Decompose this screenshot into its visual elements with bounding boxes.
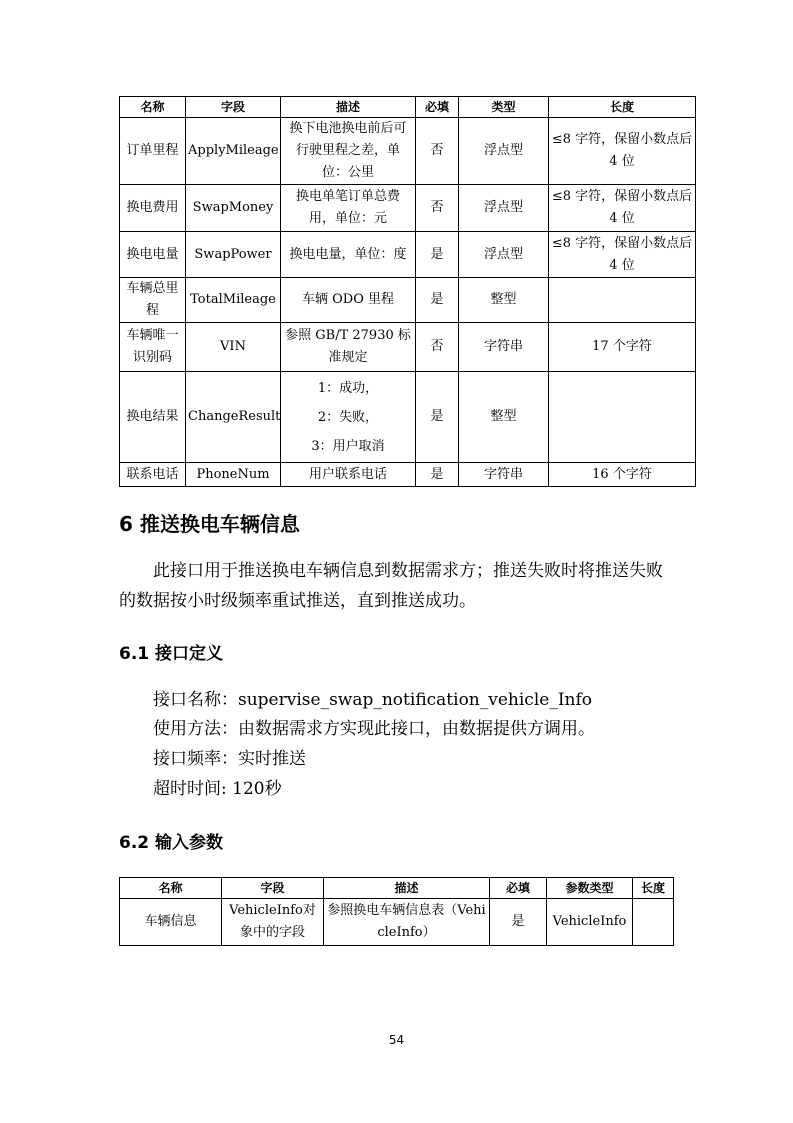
table-row	[120, 463, 696, 487]
field-table	[119, 96, 696, 487]
cell-length: 16 个字符	[549, 463, 696, 487]
header-name: 名称	[120, 97, 186, 118]
cell-length	[549, 372, 696, 463]
cell-length	[633, 899, 674, 946]
cell-desc	[281, 323, 416, 372]
table-header-row	[120, 97, 696, 118]
cell-type: 浮点型	[459, 232, 549, 278]
cell-field: SwapMoney	[186, 185, 281, 232]
desc-line: 准规定	[328, 350, 368, 365]
cell-required: 否	[416, 185, 459, 232]
cell-type: 整型	[459, 278, 549, 323]
desc-line: 用户联系电话	[308, 466, 387, 482]
frequency-line: 接口频率：实时推送	[153, 749, 306, 769]
cell-type: 浮点型	[459, 185, 549, 232]
cell-name: 车辆总里程	[120, 278, 186, 323]
cell-length	[549, 232, 696, 278]
length-line: 4 位	[609, 154, 635, 169]
cell-desc	[281, 463, 416, 487]
header-param-type: 参数类型	[547, 878, 633, 899]
table-row	[120, 323, 696, 372]
table-row	[120, 118, 696, 185]
cell-required: 否	[416, 118, 459, 185]
header-length: 长度	[549, 97, 696, 118]
table-row	[120, 899, 674, 946]
input-params-table	[119, 877, 674, 946]
section-6-heading: 6 推送换电车辆信息	[119, 512, 300, 536]
table-row	[120, 232, 696, 278]
cell-name: 车辆唯一识别码	[120, 323, 186, 372]
header-required: 必填	[490, 878, 547, 899]
table-row	[120, 278, 696, 323]
cell-type: 浮点型	[459, 118, 549, 185]
cell-param-type: VehicleInfo	[547, 899, 633, 946]
timeout-line: 超时时间: 120秒	[153, 779, 282, 799]
table-row	[120, 372, 696, 463]
header-field: 字段	[222, 878, 324, 899]
cell-desc	[281, 118, 416, 185]
section-6-paragraph: 此接口用于推送换电车辆信息到数据需求方；推送失败时将推送失败的数据按小时级频率重试推送，直到推送成功。	[119, 561, 663, 611]
table-row	[120, 185, 696, 232]
header-name: 名称	[120, 878, 222, 899]
cell-field: TotalMileage	[186, 278, 281, 323]
cell-field: VehicleInfo对象中的字段	[222, 899, 324, 946]
cell-length	[549, 118, 696, 185]
cell-required: 是	[416, 278, 459, 323]
page-number: 54	[388, 1033, 405, 1047]
cell-field: PhoneNum	[186, 463, 281, 487]
cell-field: SwapPower	[186, 232, 281, 278]
header-desc: 描述	[324, 878, 490, 899]
desc-line: 换电电量，单位：度	[289, 246, 407, 262]
cell-desc	[281, 232, 416, 278]
cell-name: 车辆信息	[120, 899, 222, 946]
cell-required: 是	[416, 463, 459, 487]
desc-line: 位：公里	[321, 165, 374, 180]
table-header-row	[120, 878, 674, 899]
cell-name: 换电费用	[120, 185, 186, 232]
cell-field: ChangeResult	[186, 372, 281, 463]
length-line: 4 位	[609, 257, 635, 273]
length-line: ≤8 字符，保留小数点后	[551, 189, 693, 204]
desc-line: 行驶里程之差，单	[295, 143, 400, 158]
header-field: 字段	[186, 97, 281, 118]
header-desc: 描述	[281, 97, 416, 118]
cell-required: 是	[416, 232, 459, 278]
cell-field: ApplyMileage	[186, 118, 281, 185]
cell-required: 否	[416, 323, 459, 372]
cell-field: VIN	[186, 323, 281, 372]
cell-name: 换电电量	[120, 232, 186, 278]
section-6-2-heading: 6.2 输入参数	[119, 833, 224, 853]
cell-desc	[281, 278, 416, 323]
desc-line: 1：成功，	[317, 380, 379, 396]
header-type: 类型	[459, 97, 549, 118]
cell-desc: 参照换电车辆信息表（VehicleInfo）	[324, 899, 490, 946]
cell-length	[549, 278, 696, 323]
cell-type: 字符串	[459, 323, 549, 372]
desc-line: 用，单位：元	[308, 211, 387, 226]
desc-line: 参照 GB/T 27930 标	[285, 328, 411, 343]
desc-line: 3：用户取消	[311, 438, 385, 454]
cell-length	[549, 185, 696, 232]
cell-type: 整型	[459, 372, 549, 463]
cell-desc	[281, 185, 416, 232]
header-required: 必填	[416, 97, 459, 118]
cell-required: 是	[490, 899, 547, 946]
cell-required: 是	[416, 372, 459, 463]
usage-line: 使用方法：由数据需求方实现此接口，由数据提供方调用。	[153, 719, 595, 739]
desc-line: 车辆 ODO 里程	[301, 292, 394, 307]
length-line: 4 位	[609, 211, 635, 226]
cell-length: 17 个字符	[549, 323, 696, 372]
header-length: 长度	[633, 878, 674, 899]
cell-name: 联系电话	[120, 463, 186, 487]
cell-desc	[281, 372, 416, 463]
interface-name-line: 接口名称：supervise_swap_notification_vehicle_Info	[153, 690, 593, 710]
desc-line: 换下电池换电前后可	[289, 121, 407, 136]
cell-name: 换电结果	[120, 372, 186, 463]
cell-name: 订单里程	[120, 118, 186, 185]
length-line: ≤8 字符，保留小数点后	[551, 235, 693, 251]
desc-line: 2：失败，	[317, 409, 379, 425]
length-line: ≤8 字符，保留小数点后	[551, 132, 693, 147]
cell-type: 字符串	[459, 463, 549, 487]
section-6-1-heading: 6.1 接口定义	[119, 644, 224, 664]
desc-line: 换电单笔订单总费	[295, 189, 400, 204]
